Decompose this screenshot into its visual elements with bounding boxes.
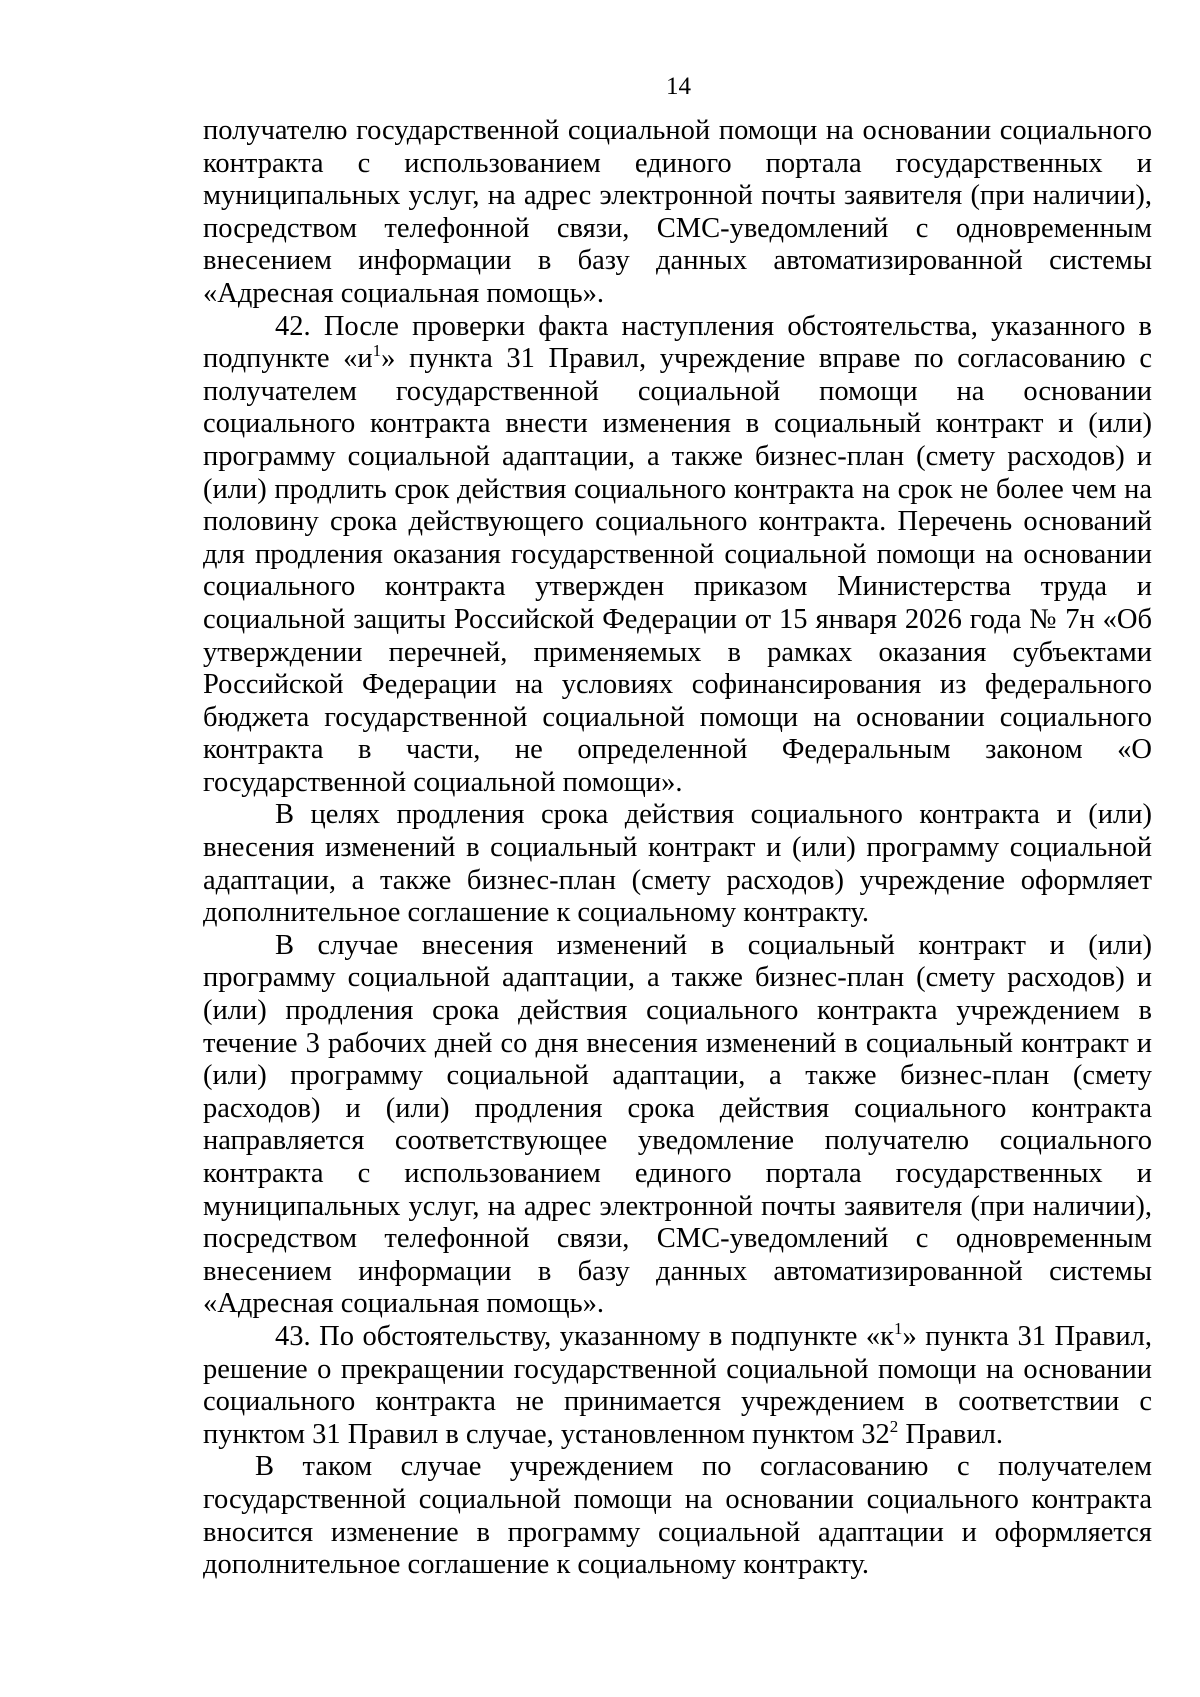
superscript: 1 (894, 1318, 903, 1338)
paragraph-text: Правил. (898, 1418, 1003, 1450)
page-number: 14 (666, 73, 691, 100)
paragraph-extension-purpose: В целях продления срока действия социального контракта и (или) внесения изменений в социальный контракт и (или) программу социальной адаптации, а также бизнес-план (смету расходов) учреждение оформляет дополнительное соглашение к социальному контракту. (203, 799, 1152, 929)
superscript: 2 (889, 1416, 899, 1436)
paragraph-text: » пункта 31 Правил, решение о прекращении государственной социальной помощи на основании социального контракта не принимается учреждением в соответствии с пунктом 31 Правил в случае, установленном пунктом 32 (203, 1320, 1153, 1450)
paragraph-final: В таком случае учреждением по согласованию с получателем государственной социальной помощи на основании социального контракта вносится изменение в программу социальной адаптации и оформляется дополнительное соглашение к социальному контракту. (203, 1451, 1152, 1581)
paragraph-continuation: получателю государственной социальной помощи на основании социального контракта с использованием единого портала государственных и муниципальных услуг, на адрес электронной почты заявителя (при наличии), посредством телефонной связи, СМС-уведомлений с одновременным внесением информации в базу данных автоматизированной системы «Адресная социальная помощь». (203, 115, 1152, 309)
superscript: 1 (372, 341, 382, 361)
paragraph-text: 43. По обстоятельству, указанному в подпункте «к (275, 1320, 895, 1352)
document-body (203, 115, 1152, 1582)
paragraph-item-42 (203, 311, 1152, 800)
paragraph-notification: В случае внесения изменений в социальный контракт и (или) программу социальной адаптации, а также бизнес-план (смету расходов) и (или) продления срока действия социального контракта учреждением в течение 3 рабочих дней со дня внесения изменений в социальный контракт и (или) программу социальной адаптации, а также бизнес-план (смету расходов) и (или) продления срока действия социального контракта направляется соответствующее уведомление получателю социального контракта с использованием единого портала государственных и муниципальных услуг, на адрес электронной почты заявителя (при наличии), посредством телефонной связи, СМС-уведомлений с одновременным внесением информации в базу данных автоматизированной системы «Адресная социальная помощь». (203, 929, 1152, 1320)
paragraph-text: » пункта 31 Правил, учреждение вправе по согласованию с получателем государственной социальной помощи на основании социального контракта внести изменения в социальный контракт и (или) программу социальной адаптации, а также бизнес-план (смету расходов) и (или) продлить срок действия социального контракта на срок не более чем на половину срока действующего социального контракта. Перечень оснований для продления оказания государственной социальной помощи на основании социального контракта утвержден приказом Министерства труда и социальной защиты Российской Федерации от 15 января 2026 года № 7н «Об утверждении перечней, применяемых в рамках оказания субъектами Российской Федерации на условиях софинансирования из федерального бюджета государственной социальной помощи на основании социального контракта в части, не определенной Федеральным законом «О государственной социальной помощи». (203, 343, 1152, 798)
paragraph-text: 42. После проверки факта наступления обстоятельства, указанного в подпункте «и (203, 310, 1152, 375)
paragraph-item-43 (203, 1318, 1153, 1451)
